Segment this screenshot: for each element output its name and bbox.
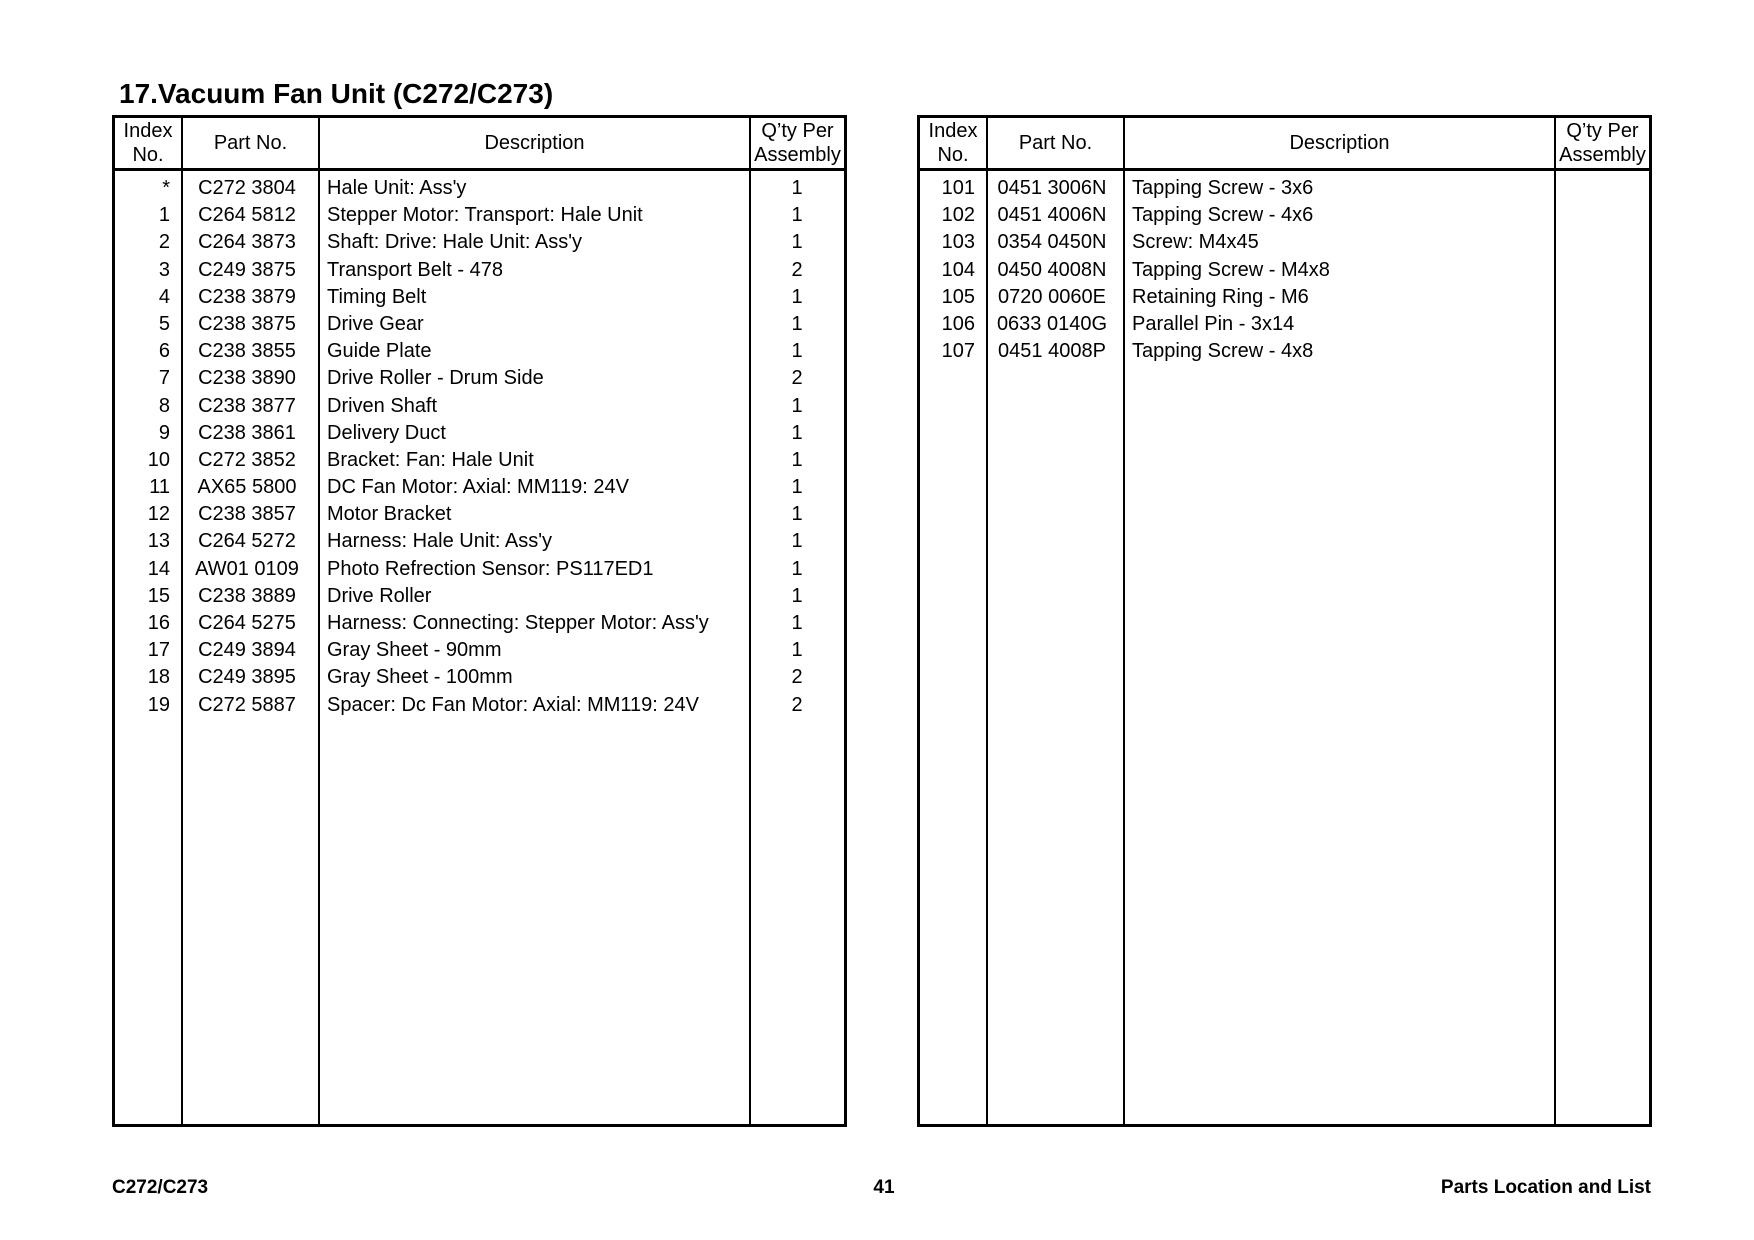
footer-page-number: 41: [873, 1177, 895, 1198]
table-row: [115, 284, 844, 311]
cell-qty: 1: [791, 312, 803, 335]
cell-part-no: C238 3889: [198, 584, 296, 607]
cell-qty: 1: [791, 340, 803, 363]
cell-qty: 1: [791, 557, 803, 580]
cell-index: 13: [147, 530, 170, 553]
cell-part-no: C249 3875: [198, 258, 296, 281]
table-row: [115, 528, 844, 555]
header-qty: Q’ty Per Assembly: [754, 120, 841, 166]
cell-index: 1: [158, 204, 170, 227]
cell-qty: 1: [791, 204, 803, 227]
cell-description: Tapping Screw - 3x6: [1132, 177, 1314, 199]
table-header: [115, 118, 844, 171]
cell-index: 19: [147, 693, 170, 716]
cell-description: Timing Belt: [327, 285, 427, 308]
cell-index: *: [162, 177, 170, 199]
table-row: [115, 556, 844, 583]
footer-model: C272/C273: [112, 1177, 209, 1198]
page-title: 17.Vacuum Fan Unit (C272/C273): [119, 78, 554, 109]
cell-index: 103: [941, 231, 975, 254]
cell-description: Spacer: Dc Fan Motor: Axial: MM119: 24V: [327, 693, 700, 716]
cell-part-no: C272 3852: [198, 448, 296, 471]
cell-description: Delivery Duct: [327, 421, 446, 444]
cell-part-no: 0633 0140G: [996, 312, 1108, 335]
cell-description: Harness: Connecting: Stepper Motor: Ass'y: [327, 612, 709, 634]
cell-index: 6: [158, 340, 170, 363]
table-row: [115, 474, 844, 501]
table-row: [115, 610, 844, 637]
cell-qty: 1: [791, 177, 803, 199]
cell-index: 18: [147, 666, 170, 689]
cell-description: Driven Shaft: [327, 394, 438, 417]
cell-description: Hale Unit: Ass'y: [327, 177, 467, 199]
cell-description: DC Fan Motor: Axial: MM119: 24V: [327, 476, 629, 499]
cell-description: Retaining Ring - M6: [1132, 285, 1309, 308]
cell-index: 2: [158, 231, 170, 254]
table-row: [920, 311, 1649, 338]
cell-part-no: C238 3879: [198, 285, 296, 308]
header-description: Description: [484, 132, 585, 154]
parts-table-right: [917, 115, 1652, 1127]
cell-part-no: C272 5887: [198, 693, 296, 716]
cell-description: Drive Roller: [327, 584, 432, 607]
cell-index: 16: [147, 612, 170, 634]
cell-index: 107: [941, 340, 975, 363]
table-row: [920, 175, 1649, 202]
cell-index: 104: [941, 258, 975, 281]
cell-part-no: C249 3895: [198, 666, 296, 689]
table-row: [115, 637, 844, 664]
cell-index: 3: [158, 258, 170, 281]
cell-qty: 1: [791, 285, 803, 308]
table-row: [920, 338, 1649, 365]
cell-part-no: 0720 0060E: [998, 285, 1106, 308]
cell-description: Harness: Hale Unit: Ass'y: [327, 530, 553, 553]
cell-index: 8: [158, 394, 170, 417]
cell-index: 9: [158, 421, 170, 444]
cell-index: 17: [147, 639, 170, 662]
table-row: [115, 692, 844, 719]
cell-description: Photo Refrection Sensor: PS117ED1: [327, 557, 654, 580]
cell-description: Gray Sheet - 90mm: [327, 639, 502, 662]
cell-description: Stepper Motor: Transport: Hale Unit: [327, 204, 643, 227]
cell-part-no: C264 3873: [198, 231, 296, 254]
cell-part-no: C272 3804: [198, 177, 296, 199]
table-row: [115, 501, 844, 528]
cell-part-no: C238 3861: [198, 421, 296, 444]
table-row: [115, 175, 844, 202]
cell-index: 15: [147, 584, 170, 607]
cell-part-no: C238 3890: [198, 367, 296, 390]
cell-description: Guide Plate: [327, 340, 432, 363]
table-row: [115, 229, 844, 256]
cell-qty: 1: [791, 584, 803, 607]
table-header: [920, 118, 1649, 171]
cell-qty: 1: [791, 612, 803, 634]
cell-part-no: C238 3875: [198, 312, 296, 335]
cell-description: Shaft: Drive: Hale Unit: Ass'y: [327, 231, 583, 254]
header-part-no: Part No.: [213, 132, 288, 154]
cell-description: Bracket: Fan: Hale Unit: [327, 448, 534, 471]
cell-index: 5: [158, 312, 170, 335]
header-part-no: Part No.: [1018, 132, 1093, 154]
cell-part-no: AX65 5800: [197, 476, 297, 499]
table-row: [920, 257, 1649, 284]
header-index: Index No.: [123, 120, 173, 166]
cell-qty: 1: [791, 231, 803, 254]
table-body: [115, 175, 844, 719]
cell-qty: 1: [791, 421, 803, 444]
cell-part-no: 0451 4008P: [998, 340, 1106, 363]
cell-part-no: C264 5275: [198, 612, 296, 634]
cell-part-no: 0354 0450N: [997, 231, 1107, 254]
cell-description: Tapping Screw - M4x8: [1132, 258, 1330, 281]
cell-description: Drive Gear: [327, 312, 424, 335]
table-row: [115, 447, 844, 474]
cell-qty: 1: [791, 394, 803, 417]
cell-qty: 1: [791, 639, 803, 662]
table-row: [115, 338, 844, 365]
cell-part-no: 0451 4006N: [997, 204, 1107, 227]
table-row: [920, 229, 1649, 256]
cell-part-no: C264 5812: [198, 204, 296, 227]
cell-part-no: C238 3855: [198, 340, 296, 363]
header-qty: Q’ty Per Assembly: [1559, 120, 1646, 166]
table-row: [115, 420, 844, 447]
cell-description: Drive Roller - Drum Side: [327, 367, 544, 390]
cell-part-no: C264 5272: [198, 530, 296, 553]
cell-index: 105: [941, 285, 975, 308]
cell-index: 12: [147, 503, 170, 526]
cell-index: 14: [147, 557, 170, 580]
cell-qty: 2: [791, 367, 803, 390]
table-row: [115, 365, 844, 392]
table-row: [115, 393, 844, 420]
cell-index: 106: [941, 312, 975, 335]
cell-qty: 2: [791, 666, 803, 689]
cell-index: 101: [941, 177, 975, 199]
table-row: [920, 202, 1649, 229]
cell-index: 10: [147, 448, 170, 471]
cell-description: Transport Belt - 478: [327, 258, 504, 281]
cell-description: Parallel Pin - 3x14: [1132, 312, 1295, 335]
cell-index: 7: [158, 367, 170, 390]
cell-part-no: 0451 3006N: [997, 177, 1107, 199]
footer-section: Parts Location and List: [1440, 1177, 1651, 1198]
header-index: Index No.: [928, 120, 978, 166]
cell-part-no: C249 3894: [198, 639, 296, 662]
cell-description: Screw: M4x45: [1132, 231, 1259, 254]
table-row: [115, 311, 844, 338]
cell-qty: 1: [791, 476, 803, 499]
cell-qty: 2: [791, 258, 803, 281]
table-row: [920, 284, 1649, 311]
table-body: [920, 175, 1649, 365]
cell-part-no: AW01 0109: [195, 557, 299, 580]
cell-part-no: C238 3877: [198, 394, 296, 417]
parts-table-left: [112, 115, 847, 1127]
cell-index: 4: [158, 285, 170, 308]
cell-description: Gray Sheet - 100mm: [327, 666, 513, 689]
cell-qty: 1: [791, 530, 803, 553]
table-row: [115, 583, 844, 610]
cell-part-no: C238 3857: [198, 503, 296, 526]
cell-description: Tapping Screw - 4x6: [1132, 204, 1314, 227]
cell-qty: 2: [791, 693, 803, 716]
cell-description: Motor Bracket: [327, 503, 452, 526]
header-description: Description: [1289, 132, 1390, 154]
cell-index: 11: [149, 476, 170, 499]
table-row: [115, 202, 844, 229]
cell-qty: 1: [791, 448, 803, 471]
cell-part-no: 0450 4008N: [997, 258, 1107, 281]
cell-index: 102: [941, 204, 975, 227]
table-row: [115, 257, 844, 284]
cell-qty: 1: [791, 503, 803, 526]
table-row: [115, 664, 844, 691]
cell-description: Tapping Screw - 4x8: [1132, 340, 1314, 363]
